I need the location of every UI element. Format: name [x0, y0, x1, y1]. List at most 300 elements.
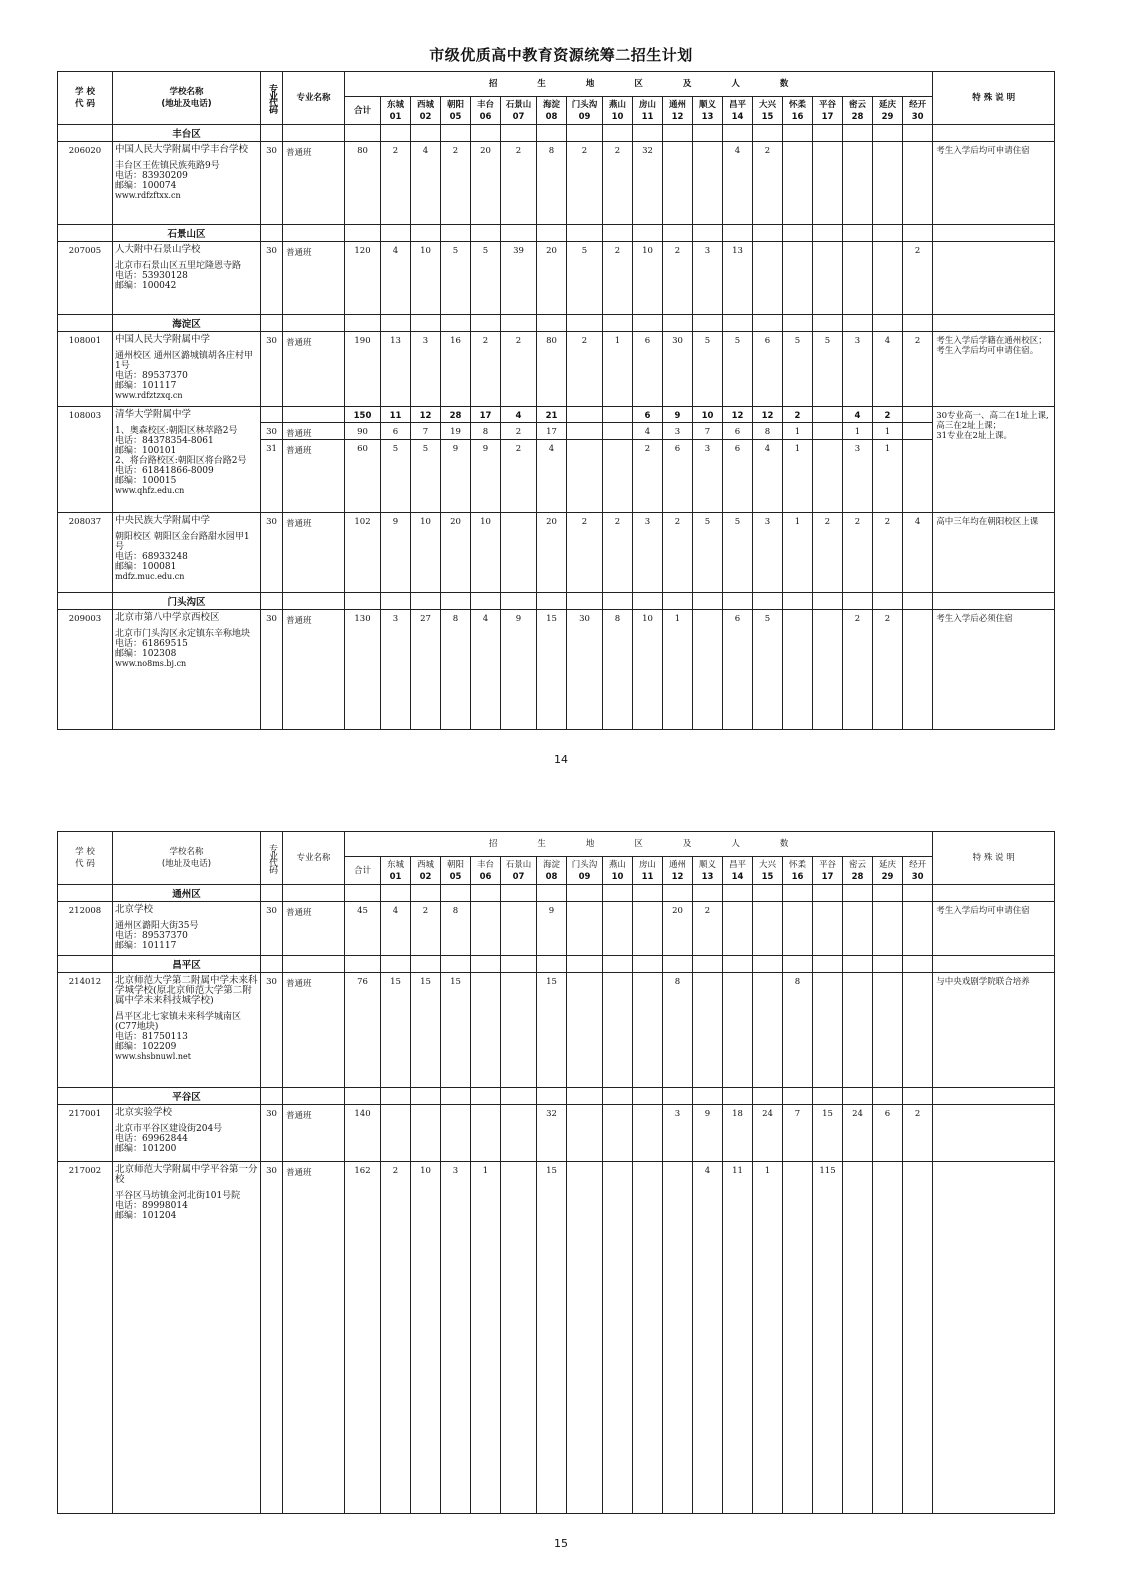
region-count-11: 10	[633, 610, 663, 730]
empty-cell	[753, 956, 783, 973]
summary-region-count	[603, 407, 633, 423]
region-count-16: 7	[783, 1105, 813, 1162]
region-count-01: 6	[381, 423, 411, 440]
empty-cell	[723, 315, 753, 332]
school-name: 中央民族大学附属中学	[115, 515, 211, 526]
region-count-11: 2	[633, 440, 663, 513]
empty-cell	[603, 885, 633, 902]
header-label: (地址及电话)	[161, 859, 212, 869]
empty-cell	[537, 225, 567, 242]
empty-cell	[471, 885, 501, 902]
region-count-16	[783, 142, 813, 225]
header-region-29	[873, 857, 903, 885]
school-info	[113, 1105, 261, 1162]
empty-cell	[283, 1088, 345, 1105]
empty-cell	[381, 593, 411, 610]
region-count-12: 2	[663, 513, 693, 593]
region-name: 延庆	[878, 859, 896, 870]
empty-cell	[813, 885, 843, 902]
major-name: 普通班	[283, 423, 345, 440]
enrollment-table-page-15	[57, 831, 1055, 1514]
region-count-14: 18	[723, 1105, 753, 1162]
header-label: 专业代码	[267, 844, 277, 872]
school-code: 214012	[58, 973, 113, 1088]
summary-region-count: 12	[723, 407, 753, 423]
empty-cell	[411, 956, 441, 973]
header-row	[58, 72, 1055, 97]
empty-cell	[843, 956, 873, 973]
region-name: 顺义	[698, 99, 716, 110]
region-code: 11	[641, 871, 654, 882]
region-count-13: 5	[693, 332, 723, 407]
region-code: 09	[578, 871, 591, 882]
region-code: 09	[578, 111, 591, 122]
empty-cell	[537, 1088, 567, 1105]
empty-cell	[933, 593, 1055, 610]
major-code: 30	[261, 1105, 283, 1162]
region-count-07: 39	[501, 242, 537, 315]
region-count-01: 3	[381, 610, 411, 730]
empty-cell	[58, 593, 113, 610]
region-code: 08	[545, 871, 558, 882]
region-code: 08	[545, 111, 558, 122]
special-note: 30专业高一、高二在1址上课,高三在2址上课； 31专业在2址上课。	[933, 407, 1055, 513]
school-info	[113, 1162, 261, 1514]
empty-cell	[603, 125, 633, 142]
empty-cell	[843, 885, 873, 902]
summary-region-count: 11	[381, 407, 411, 423]
region-count-29	[873, 1162, 903, 1514]
region-count-28	[843, 242, 873, 315]
document-title: 市级优质高中教育资源统筹二招生计划	[429, 46, 693, 64]
school-info	[113, 142, 261, 225]
region-count-12: 2	[663, 242, 693, 315]
empty-cell	[441, 956, 471, 973]
empty-cell	[471, 125, 501, 142]
summary-region-count: 4	[501, 407, 537, 423]
empty-cell	[501, 125, 537, 142]
empty-cell	[283, 315, 345, 332]
empty-cell	[903, 225, 933, 242]
district-name: 平谷区	[113, 1088, 261, 1105]
empty-cell	[903, 593, 933, 610]
region-count-09: 2	[567, 332, 603, 407]
region-name: 燕山	[608, 859, 626, 870]
summary-region-count: 9	[663, 407, 693, 423]
empty-cell	[723, 956, 753, 973]
major-name: 普通班	[283, 242, 345, 315]
region-count-09	[567, 902, 603, 956]
region-code: 07	[512, 111, 525, 122]
region-count-14: 6	[723, 610, 753, 730]
region-name: 西城	[416, 859, 434, 870]
empty-cell	[471, 956, 501, 973]
major-row	[58, 973, 1055, 1088]
region-count-01: 2	[381, 1162, 411, 1514]
region-count-02: 2	[411, 902, 441, 956]
region-count-11	[633, 1105, 663, 1162]
empty-cell	[603, 1088, 633, 1105]
school-code: 108001	[58, 332, 113, 407]
total-count: 140	[345, 1105, 381, 1162]
major-code: 30	[261, 423, 283, 440]
header-region-30	[903, 97, 933, 125]
region-code: 16	[791, 871, 804, 882]
header-region-13	[693, 857, 723, 885]
school-code: 206020	[58, 142, 113, 225]
region-count-28: 3	[843, 332, 873, 407]
school-address: 朝阳校区 朝阳区金台路甜水园甲1号 电话：68933248 邮编：100081	[115, 532, 250, 572]
region-name: 昌平	[728, 99, 746, 110]
school-address: 北京市门头沟区永定镇东辛称地块 电话：61869515 邮编：102308	[115, 629, 251, 659]
school-code: 208037	[58, 513, 113, 593]
school-address: 北京市石景山区五里坨隆恩寺路 电话：53930128 邮编：100042	[115, 261, 242, 291]
empty-cell	[345, 885, 381, 902]
region-count-15: 1	[753, 1162, 783, 1514]
region-count-09: 2	[567, 142, 603, 225]
school-website: www.rdfzftxx.cn	[115, 191, 181, 200]
region-code: 06	[479, 111, 492, 122]
region-count-01: 5	[381, 440, 411, 513]
region-count-05: 3	[441, 1162, 471, 1514]
empty-cell	[663, 593, 693, 610]
empty-cell	[411, 593, 441, 610]
region-code: 01	[389, 871, 402, 882]
region-code: 15	[761, 871, 774, 882]
region-count-17	[813, 973, 843, 1088]
empty-cell	[903, 885, 933, 902]
empty-cell	[933, 225, 1055, 242]
school-name: 中国人民大学附属中学丰台学校	[115, 144, 249, 155]
header-note: 特 殊 说 明	[933, 72, 1055, 125]
district-row	[58, 1088, 1055, 1105]
empty-cell	[663, 956, 693, 973]
region-count-10: 2	[603, 142, 633, 225]
region-count-02: 10	[411, 242, 441, 315]
region-count-14: 6	[723, 423, 753, 440]
region-count-12: 1	[663, 610, 693, 730]
region-count-05: 15	[441, 973, 471, 1088]
region-count-28	[843, 1162, 873, 1514]
region-count-05: 8	[441, 610, 471, 730]
region-name: 房山	[638, 859, 656, 870]
region-name: 海淀	[542, 99, 560, 110]
header-region-15	[753, 857, 783, 885]
region-count-06: 20	[471, 142, 501, 225]
school-code: 207005	[58, 242, 113, 315]
empty-cell	[723, 593, 753, 610]
region-count-09: 5	[567, 242, 603, 315]
school-info	[113, 332, 261, 407]
summary-region-count: 4	[843, 407, 873, 423]
empty-cell	[58, 885, 113, 902]
region-code: 15	[761, 111, 774, 122]
region-count-07	[501, 1162, 537, 1514]
region-count-01: 4	[381, 902, 411, 956]
header-region-28	[843, 97, 873, 125]
region-count-14: 5	[723, 513, 753, 593]
region-count-08: 80	[537, 332, 567, 407]
special-note: 高中三年均在朝阳校区上课	[933, 513, 1055, 593]
empty-cell	[813, 225, 843, 242]
region-count-09: 30	[567, 610, 603, 730]
school-website: www.shsbnuwl.net	[115, 1052, 191, 1061]
header-school-name	[113, 832, 261, 885]
empty-cell	[501, 315, 537, 332]
empty-cell	[345, 125, 381, 142]
empty-cell	[843, 1088, 873, 1105]
region-count-14: 6	[723, 440, 753, 513]
region-count-09	[567, 1162, 603, 1514]
empty-cell	[873, 956, 903, 973]
region-name: 通州	[668, 859, 686, 870]
school-website: mdfz.muc.edu.cn	[115, 572, 185, 581]
empty-cell	[345, 956, 381, 973]
empty-cell	[783, 1088, 813, 1105]
empty-cell	[723, 885, 753, 902]
empty-cell	[783, 956, 813, 973]
empty-cell	[783, 885, 813, 902]
region-count-05: 20	[441, 513, 471, 593]
region-count-28	[843, 902, 873, 956]
header-region-08	[537, 97, 567, 125]
empty-cell	[663, 1088, 693, 1105]
empty-cell	[633, 1088, 663, 1105]
region-count-29: 2	[873, 610, 903, 730]
header-region-09	[567, 97, 603, 125]
region-count-12: 6	[663, 440, 693, 513]
region-count-29: 1	[873, 423, 903, 440]
region-count-15: 3	[753, 513, 783, 593]
region-code: 17	[821, 871, 834, 882]
school-name: 人大附中石景山学校	[115, 244, 201, 255]
region-count-10	[603, 1162, 633, 1514]
empty-cell	[873, 225, 903, 242]
empty-cell	[603, 593, 633, 610]
region-count-05: 2	[441, 142, 471, 225]
region-count-28: 3	[843, 440, 873, 513]
header-region-01	[381, 97, 411, 125]
region-count-15	[753, 973, 783, 1088]
empty-cell	[345, 593, 381, 610]
region-count-08: 8	[537, 142, 567, 225]
special-note	[933, 242, 1055, 315]
region-name: 石景山	[505, 99, 532, 110]
region-count-29: 2	[873, 513, 903, 593]
empty-cell	[411, 315, 441, 332]
region-count-28: 2	[843, 513, 873, 593]
region-count-30	[903, 1162, 933, 1514]
empty-cell	[873, 885, 903, 902]
region-code: 13	[701, 871, 714, 882]
school-name: 北京学校	[115, 904, 154, 915]
major-code: 30	[261, 902, 283, 956]
empty-cell	[261, 956, 283, 973]
region-count-05: 16	[441, 332, 471, 407]
header-region-05	[441, 97, 471, 125]
region-count-12: 30	[663, 332, 693, 407]
empty-cell	[633, 125, 663, 142]
district-name: 海淀区	[113, 315, 261, 332]
region-count-11: 10	[633, 242, 663, 315]
district-name: 昌平区	[113, 956, 261, 973]
header-major-code	[261, 72, 283, 125]
empty-cell	[723, 225, 753, 242]
school-website: www.no8ms.bj.cn	[115, 659, 187, 668]
empty-cell	[283, 225, 345, 242]
region-count-09	[567, 1105, 603, 1162]
region-count-02: 7	[411, 423, 441, 440]
summary-region-count: 21	[537, 407, 567, 423]
region-count-30: 2	[903, 332, 933, 407]
region-count-16: 1	[783, 423, 813, 440]
region-count-29	[873, 973, 903, 1088]
district-row	[58, 225, 1055, 242]
region-count-08: 9	[537, 902, 567, 956]
region-count-30	[903, 973, 933, 1088]
region-count-09: 2	[567, 513, 603, 593]
empty-cell	[663, 885, 693, 902]
region-count-08: 32	[537, 1105, 567, 1162]
region-count-06: 5	[471, 242, 501, 315]
empty-cell	[813, 1088, 843, 1105]
region-count-08: 4	[537, 440, 567, 513]
empty-cell	[813, 125, 843, 142]
special-note: 考生入学后学籍在通州校区； 考生入学后均可申请住宿。	[933, 332, 1055, 407]
major-name: 普通班	[283, 973, 345, 1088]
region-count-13	[693, 610, 723, 730]
region-name: 丰台	[476, 859, 494, 870]
region-name: 顺义	[698, 859, 716, 870]
region-count-08: 20	[537, 513, 567, 593]
region-count-29	[873, 242, 903, 315]
special-note: 考生入学后均可申请住宿	[933, 902, 1055, 956]
region-count-17	[813, 440, 843, 513]
region-count-13: 3	[693, 242, 723, 315]
header-region-17	[813, 857, 843, 885]
header-region-07	[501, 857, 537, 885]
header-region-02	[411, 97, 441, 125]
region-count-13: 3	[693, 440, 723, 513]
district-name: 石景山区	[113, 225, 261, 242]
region-count-01: 15	[381, 973, 411, 1088]
school-info	[113, 902, 261, 956]
region-code: 14	[731, 111, 744, 122]
region-code: 30	[911, 111, 924, 122]
empty-cell	[537, 125, 567, 142]
region-count-10	[603, 423, 633, 440]
region-name: 海淀	[542, 859, 560, 870]
school-name: 北京师范大学附属中学平谷第一分校	[115, 1164, 258, 1185]
major-code: 30	[261, 513, 283, 593]
region-count-09	[567, 973, 603, 1088]
empty-cell	[537, 593, 567, 610]
empty-cell	[567, 225, 603, 242]
region-name: 怀柔	[788, 859, 806, 870]
header-label: 学校名称	[169, 87, 204, 97]
district-row	[58, 885, 1055, 902]
empty-cell	[903, 125, 933, 142]
empty-cell	[441, 315, 471, 332]
empty-cell	[58, 956, 113, 973]
region-count-11: 4	[633, 423, 663, 440]
region-count-15	[753, 902, 783, 956]
region-count-11	[633, 973, 663, 1088]
header-region-29	[873, 97, 903, 125]
empty-cell	[603, 956, 633, 973]
major-row	[58, 332, 1055, 407]
header-major-name: 专业名称	[283, 72, 345, 125]
region-count-14: 4	[723, 142, 753, 225]
page-number: 15	[554, 1537, 568, 1550]
region-count-07	[501, 513, 537, 593]
region-code: 06	[479, 871, 492, 882]
empty-cell	[567, 315, 603, 332]
empty-cell	[471, 315, 501, 332]
region-count-01: 2	[381, 142, 411, 225]
region-count-16: 8	[783, 973, 813, 1088]
header-school-code	[58, 832, 113, 885]
region-count-10: 1	[603, 332, 633, 407]
major-name: 普通班	[283, 513, 345, 593]
region-name: 西城	[416, 99, 434, 110]
empty-cell	[567, 1088, 603, 1105]
header-region-11	[633, 857, 663, 885]
region-count-08: 17	[537, 423, 567, 440]
empty-cell	[693, 1088, 723, 1105]
header-major-code	[261, 832, 283, 885]
region-count-14: 5	[723, 332, 753, 407]
header-region-10	[603, 97, 633, 125]
empty-cell	[381, 885, 411, 902]
region-name: 丰台	[476, 99, 494, 110]
region-code: 29	[881, 871, 894, 882]
region-count-16	[783, 902, 813, 956]
region-count-30: 4	[903, 513, 933, 593]
region-count-06	[471, 1105, 501, 1162]
region-name: 怀柔	[788, 99, 806, 110]
total-count: 162	[345, 1162, 381, 1514]
header-region-14	[723, 97, 753, 125]
empty-cell	[283, 593, 345, 610]
empty-cell	[633, 885, 663, 902]
summary-region-count: 12	[753, 407, 783, 423]
header-region-07	[501, 97, 537, 125]
region-count-10	[603, 902, 633, 956]
region-count-01: 4	[381, 242, 411, 315]
region-name: 东城	[386, 99, 404, 110]
empty-cell	[663, 315, 693, 332]
empty-cell	[567, 885, 603, 902]
empty-cell	[441, 225, 471, 242]
region-count-30	[903, 142, 933, 225]
school-address: 通州校区 通州区潞城镇胡各庄村甲1号 电话：89537370 邮编：101117	[115, 351, 253, 391]
major-row	[58, 610, 1055, 730]
empty-cell	[693, 315, 723, 332]
region-count-12: 8	[663, 973, 693, 1088]
region-count-17: 15	[813, 1105, 843, 1162]
school-code: 212008	[58, 902, 113, 956]
region-code: 28	[851, 871, 864, 882]
empty-cell	[693, 125, 723, 142]
region-count-08: 15	[537, 610, 567, 730]
empty-cell	[753, 885, 783, 902]
region-count-17	[813, 242, 843, 315]
region-name: 燕山	[608, 99, 626, 110]
summary-region-count	[813, 407, 843, 423]
region-count-16: 1	[783, 440, 813, 513]
empty-cell	[261, 407, 283, 423]
